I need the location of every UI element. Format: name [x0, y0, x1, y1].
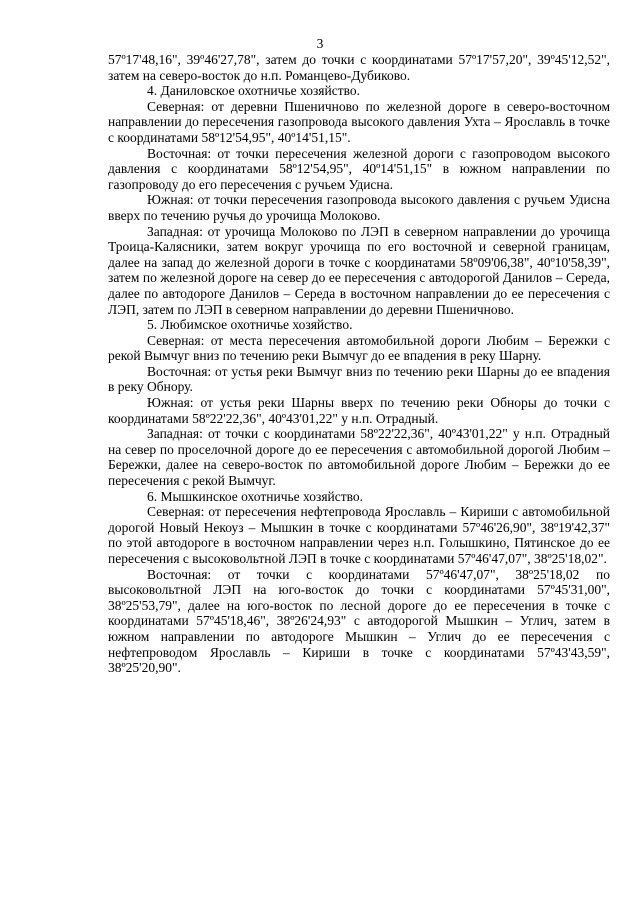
- paragraph-lyubimskoe-east: Восточная: от устья реки Вымчуг вниз по течению реки Шарны до ее впадения в реку Обнору.: [108, 363, 610, 395]
- paragraph-danilovskoe-south: Южная: от точки пересечения газопровода высокого давления с ручьем Удисна вверх по течению ручья до урочища Молоково.: [108, 192, 610, 223]
- paragraph-danilovskoe-north: Северная: от деревни Пшеничново по железной дороге в северо-восточном направлении до пересечения газопровода высокого давления Ухта – Ярославль в точке с координатами 58º12'54,95", 40º14'51,15".: [108, 98, 610, 145]
- section-heading-danilovskoe: 4. Даниловское охотничье хозяйство.: [147, 83, 361, 99]
- section-heading-myshkinskoe: 6. Мышкинское охотничье хозяйство.: [147, 488, 364, 504]
- paragraph-lyubimskoe-south: Южная: от устья реки Шарны вверх по течению реки Обноры до точки с координатами 58º22'22,36", 40º43'01,22" у н.п. Отрадный.: [108, 395, 610, 426]
- paragraph-lyubimskoe-north: Северная: от места пересечения автомобильной дороги Любим – Бережки с рекой Вымчуг вниз по течению реки Вымчуг до ее впадения в реку Шарну.: [108, 332, 610, 364]
- paragraph-lyubimskoe-west: Западная: от точки с координатами 58º22'22,36", 40º43'01,22" у н.п. Отрадный на север по проселочной дороге до ее пересечения с автомобильной дорогой Любим – Бережки, далее на северо-восток по автомобильной дороге Любим – Бережки до ее пересечения с рекой Вымчуг.: [108, 426, 610, 489]
- paragraph-myshkinskoe-east: Восточная: от точки с координатами 57º46'47,07", 38º25'18,02 по высоковольтной ЛЭП на юго-восток до точки с координатами 57º45'31,00", 38º25'53,79", далее на юго-восток по лесной дороге до ее пересечения в точке с координатами 57º45'18,46", 38º26'24,93" с автодорогой Мышкин – Углич, затем в южном направлении по автодороге Мышкин – Углич до ее пересечения с нефтепроводом Ярославль – Кириши в точке с координатами 57º43'43,59", 38º25'20,90".: [108, 566, 610, 676]
- paragraph-danilovskoe-west: Западная: от урочища Молоково по ЛЭП в северном направлении до урочища Троица-Калясники, затем вокруг урочища по его восточной и северной границам, далее на запад до железной дороги в точке с координатами 58º09'06,38", 40º10'58,39", затем по железной дороге на север до ее пересечения с автодорогой Данилов – Середа, далее по автодороге Данилов – Середа в восточном направлении до ее пересечения с ЛЭП, затем по ЛЭП в северном направлении до деревни Пшеничново.: [108, 223, 610, 317]
- section-heading-lyubimskoe: 5. Любимское охотничье хозяйство.: [147, 317, 353, 333]
- paragraph-myshkinskoe-north: Северная: от пересечения нефтепровода Ярославль – Кириши с автомобильной дорогой Новый Некоуз – Мышкин в точке с координатами 57º46'26,90", 38º19'42,37" по этой автодороге в восточном направлении через н.п. Голышкино, Пятинское до ее пересечения с высоковольтной ЛЭП в точке с координатами 57º46'47,07", 38º25'18,02".: [108, 504, 610, 566]
- document-body: [108, 52, 610, 676]
- paragraph-continuation: 57º17'48,16", 39º46'27,78", затем до точки с координатами 57º17'57,20", 39º45'12,52", затем на северо-восток до н.п. Романцево-Дубиково.: [108, 52, 610, 83]
- paragraph-danilovskoe-east: Восточная: от точки пересечения железной дороги с газопроводом высокого давления с координатами 58º12'54,95", 40º14'51,15" в южном направлении по газопроводу до его пересечения с ручьем Удисна.: [108, 145, 610, 192]
- page-number: 3: [316, 36, 324, 51]
